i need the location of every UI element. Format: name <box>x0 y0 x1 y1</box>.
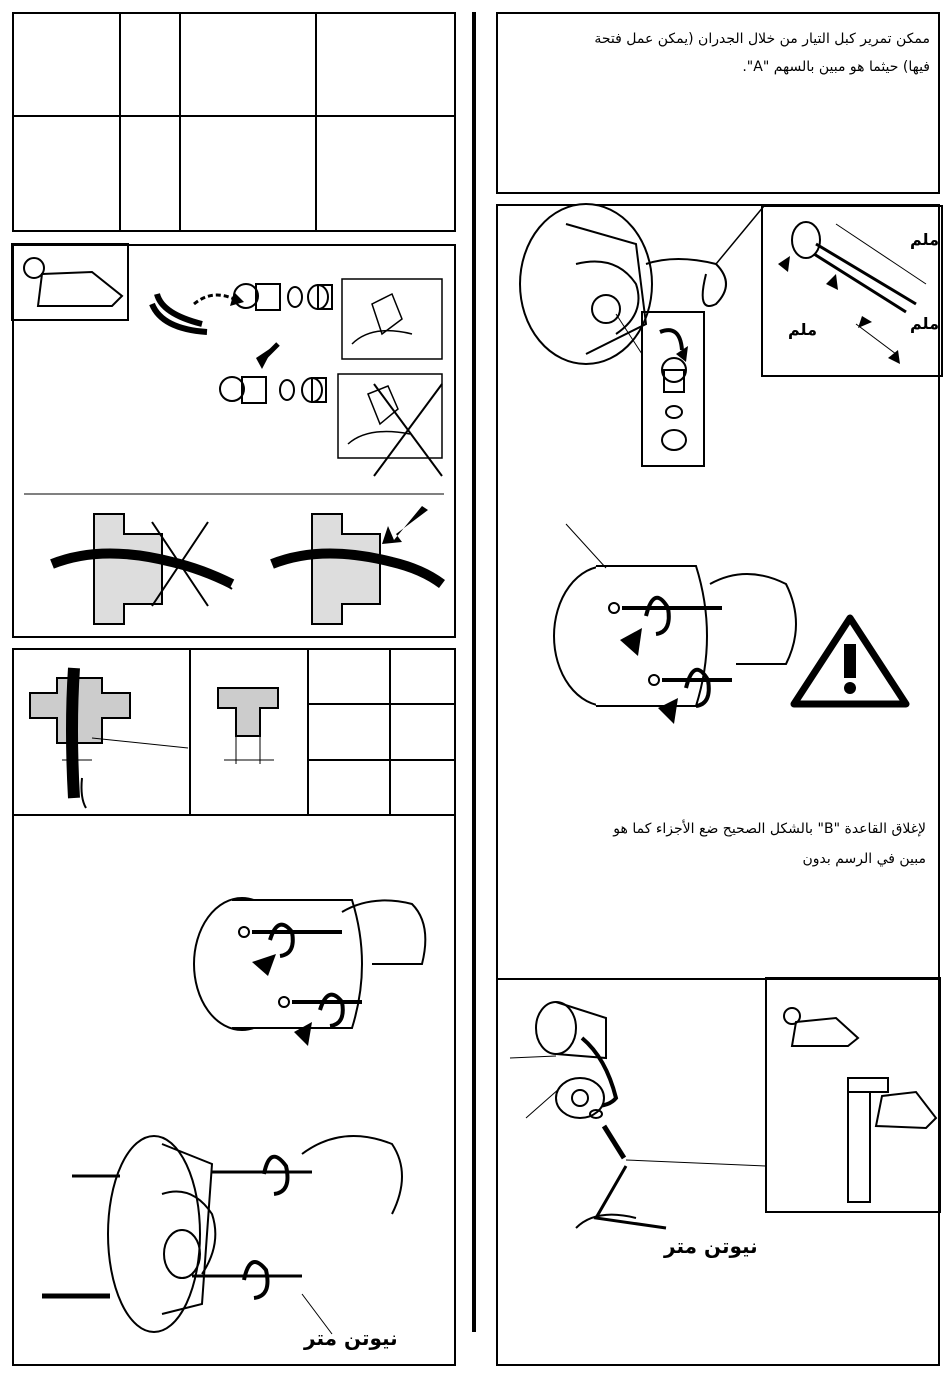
text-b-line2: مبين في الرسم بدون <box>802 851 926 867</box>
dimension-panel <box>12 648 456 816</box>
fixing-panel <box>12 814 456 1366</box>
fixing-illustration <box>12 814 456 1366</box>
cable-gland-illustration <box>12 244 456 638</box>
mounting-illustration <box>496 978 940 1366</box>
text-b-line1: لإغلاق القاعدة "B" بالشكل الصحيح ضع الأجزاء كما هو <box>613 821 926 837</box>
torque-label-right: نيوتن متر <box>664 1234 758 1258</box>
mm-label-3: ملم <box>788 320 817 339</box>
mounting-panel <box>496 978 940 1366</box>
wiring-panel <box>496 204 940 980</box>
center-divider <box>472 12 476 1332</box>
text-panel-a <box>496 12 940 194</box>
mm-label-2: ملم <box>910 314 939 333</box>
mm-label-1: ملم <box>910 230 939 249</box>
text-a-line1: ممكن تمرير كبل التيار من خلال الجدران (يمكن عمل فتحة <box>594 31 930 47</box>
text-a-line2: فيها) حيثما هو مبين بالسهم "A". <box>742 59 930 75</box>
dimension-illustration <box>12 648 456 816</box>
spec-table-top <box>12 12 456 232</box>
spec-table-grid <box>12 12 456 232</box>
cable-gland-panel <box>12 244 456 638</box>
torque-label-left: نيوتن متر <box>304 1326 398 1350</box>
